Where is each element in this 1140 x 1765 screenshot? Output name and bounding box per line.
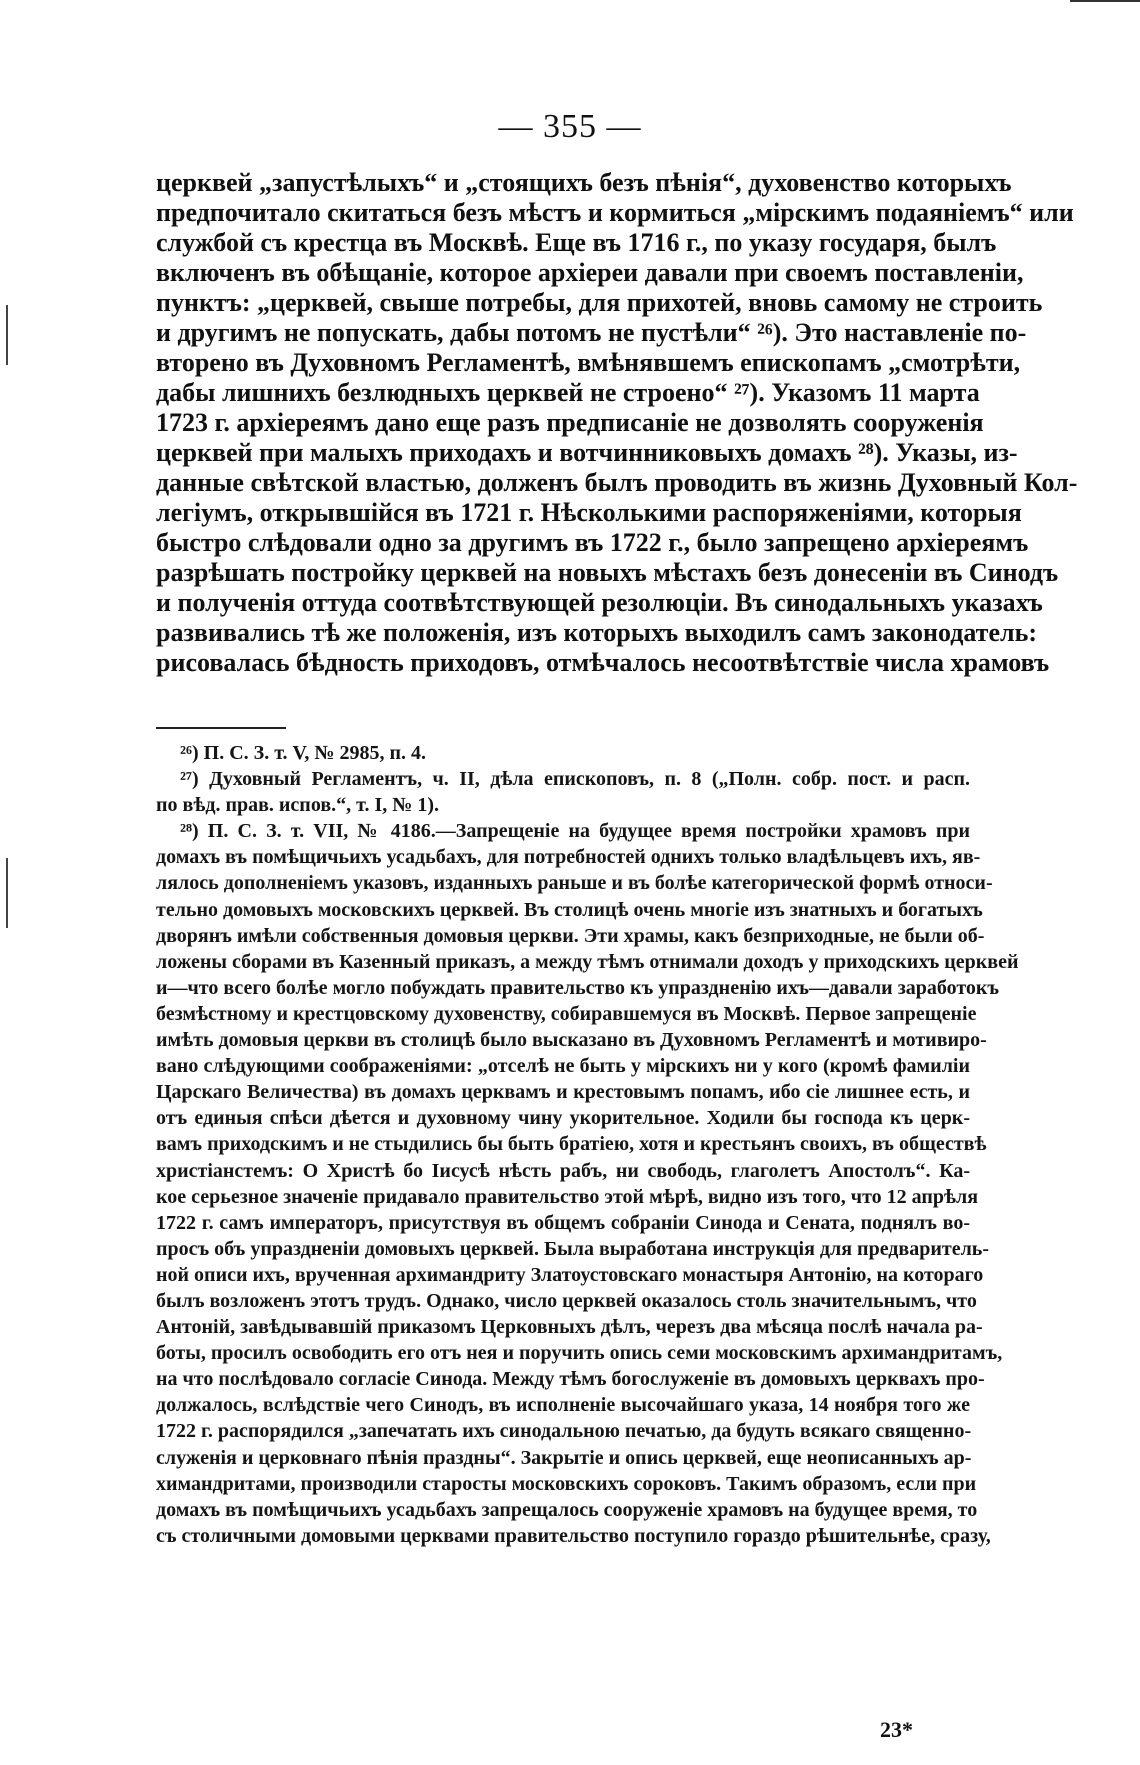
margin-mark bbox=[6, 858, 8, 928]
text-line: данные свѣтской властью, долженъ былъ проводить въ жизнь Духовный Кол- bbox=[156, 468, 1078, 497]
text-line: 1723 г. архіереямъ дано еще разъ предписаніе не дозволять сооруженія bbox=[156, 408, 984, 437]
footnote-line: 1722 г. самъ императоръ, присутствуя въ общемъ собраніи Синода и Сената, поднялъ во- bbox=[156, 1211, 970, 1234]
footnote-line: ложены сборами въ Казенный приказъ, а между тѣмъ отнимали доходъ у приходскихъ церквей bbox=[156, 950, 1019, 973]
footnote-line: служенія и церковнаго пѣнія праздны“. Закрытіе и опись церквей, еще неописанныхъ ар- bbox=[156, 1446, 972, 1469]
footnote-line: христіанстемъ: О Христѣ бо Іисусѣ нѣсть рабъ, ни свободь, глаголетъ Апостолъ“. Ка- bbox=[156, 1159, 970, 1182]
text-line: и другимъ не попускать, дабы потомъ не пустѣли“ ²⁶). Это наставленіе по- bbox=[156, 318, 1027, 347]
text-line: предпочитало скитаться безъ мѣстъ и кормиться „мірскимъ подаяніемъ“ или bbox=[156, 198, 1074, 227]
footnote-line: ной описи ихъ, врученная архимандриту Златоустовскаго монастыря Антонію, на котораго bbox=[156, 1263, 984, 1286]
footnotes bbox=[156, 740, 1019, 1549]
footnote-line: боты, просилъ освободить его отъ нея и поручить опись семи московскимъ архимандритамъ, bbox=[156, 1342, 1003, 1365]
text-line: разрѣшать постройку церквей на новыхъ мѣстахъ безъ донесеніи въ Синодъ bbox=[156, 558, 1059, 587]
footnote-line: домахъ въ помѣщичьихъ усадьбахъ, для потребностей однихъ только владѣльцевъ ихъ, яв- bbox=[156, 846, 981, 869]
footnote-line: ²⁸) П. С. З. т. VII, № 4186.—Запрещеніе на будущее время постройки храмовъ при bbox=[180, 820, 970, 843]
margin-mark bbox=[6, 305, 8, 365]
footnote-line: ²⁷) Духовный Регламентъ, ч. II, дѣла епископовъ, п. 8 („Полн. собр. пост. и расп. bbox=[180, 768, 970, 791]
footnote-line: на что послѣдовало согласіе Синода. Между тѣмъ богослуженіе въ домовыхъ церквахъ про- bbox=[156, 1368, 985, 1391]
footnote-line: и—что всего болѣе могло побуждать правительство къ упраздненію ихъ—давали заработокъ bbox=[156, 976, 1000, 999]
main-text bbox=[156, 168, 1078, 678]
footnote-line: Антоній, завѣдывавшій приказомъ Церковныхъ дѣлъ, черезъ два мѣсяца послѣ начала ра- bbox=[156, 1316, 983, 1339]
footnote-line: съ столичными домовыми церквами правительство поступило гораздо рѣшительнѣе, сразу, bbox=[156, 1524, 991, 1547]
signature-mark: 23* bbox=[880, 1717, 913, 1742]
text-line: церквей „запустѣлыхъ“ и „стоящихъ безъ пѣнія“, духовенство которыхъ bbox=[156, 168, 1012, 197]
footnote-line: должалось, вслѣдствіе чего Синодъ, въ исполненіе высочайшаго указа, 14 ноября того же bbox=[156, 1394, 970, 1417]
text-line: церквей при малыхъ приходахъ и вотчинниковыхъ домахъ ²⁸). Указы, из- bbox=[156, 438, 1018, 467]
text-line: быстро слѣдовали одно за другимъ въ 1722 г., было запрещено архіереямъ bbox=[156, 528, 1029, 557]
text-line: службой съ крестца въ Москвѣ. Еще въ 1716 г., по указу государя, былъ bbox=[156, 228, 997, 257]
footnote-line: былъ возложенъ этотъ трудъ. Однако, число церквей оказалось столь значительнымъ, что bbox=[156, 1289, 977, 1312]
footnote-line: по вѣд. прав. испов.“, т. I, № 1). bbox=[156, 794, 439, 817]
text-line: легіумъ, открывшійся въ 1721 г. Нѣсколькими распоряженіями, которыя bbox=[156, 498, 1022, 527]
page-number: — 355 — bbox=[498, 108, 642, 145]
footnote-line: отъ единыя спѣси дѣется и духовному чину укорительное. Ходили бы господа къ церк- bbox=[156, 1107, 970, 1130]
footnote-line: тельно домовыхъ московскихъ церквей. Въ столицѣ очень многіе изъ знатныхъ и богатыхъ bbox=[156, 898, 983, 921]
footnote-line: дворянъ имѣли собственныя домовыя церкви. Эти храмы, какъ безприходные, не были об- bbox=[156, 924, 985, 947]
footnote-line: химандритами, производили старосты московскихъ сороковъ. Такимъ образомъ, если при bbox=[156, 1472, 977, 1495]
footnote-line: ²⁶) П. С. З. т. V, № 2985, п. 4. bbox=[180, 742, 427, 764]
text-line: рисовалась бѣдность приходовъ, отмѣчалось несоотвѣтствіе числа храмовъ bbox=[156, 648, 1050, 677]
footnote-line: безмѣстному и крестцовскому духовенству, собиравшемуся въ Москвѣ. Первое запрещеніе bbox=[156, 1002, 977, 1025]
footnote-line: лялось дополненіемъ указовъ, изданныхъ раньше и въ болѣе категорической формѣ относи- bbox=[156, 872, 993, 895]
footnote-line: 1722 г. распорядился „запечатать ихъ синодальною печатью, да будуть всякаго священно- bbox=[156, 1420, 972, 1443]
footnote-line: кое серьезное значеніе придавало правительство этой мѣрѣ, видно изъ того, что 12 апрѣля bbox=[156, 1185, 979, 1208]
text-line: дабы лишнихъ безлюдныхъ церквей не строено“ ²⁷). Указомъ 11 марта bbox=[156, 378, 980, 407]
text-line: включенъ въ обѣщаніе, которое архіереи давали при своемъ поставленіи, bbox=[156, 258, 1024, 287]
footnote-line: вано слѣдующими соображеніями: „отселѣ не быть у мірскихъ ни у кого (кромѣ фамиліи bbox=[156, 1055, 970, 1078]
footnote-line: имѣть домовыя церкви въ столицѣ было высказано въ Духовномъ Регламентѣ и мотивиро- bbox=[156, 1029, 987, 1052]
text-line: пунктъ: „церквей, свыше потребы, для прихотей, вновь самому не строить bbox=[156, 288, 1043, 317]
text-line: вторено въ Духовномъ Регламентѣ, вмѣнявшемъ епископамъ „смотрѣти, bbox=[156, 348, 1021, 377]
footnote-line: домахъ въ помѣщичьихъ усадьбахъ запрещалось сооруженіе храмовъ на будущее время, то bbox=[156, 1498, 978, 1521]
text-line: и полученія оттуда соотвѣтствующей резолюціи. Въ синодальныхъ указахъ bbox=[156, 588, 1043, 617]
footnote-rule bbox=[156, 727, 286, 729]
scan-edge-mark bbox=[1070, 0, 1140, 8]
text-line: развивались тѣ же положенія, изъ которыхъ выходилъ самъ законодатель: bbox=[156, 618, 1037, 647]
footnote-line: просъ объ упраздненіи домовыхъ церквей. Была выработана инструкція для предваритель- bbox=[156, 1237, 990, 1260]
footnote-line: вамъ приходскимъ и не стыдились бы быть братіею, хотя и крестьянъ своихъ, въ обществѣ bbox=[156, 1133, 987, 1156]
footnote-line: Царскаго Величества) въ домахъ церквамъ и крестовымъ попамъ, ибо сіе лишнее есть, и bbox=[156, 1081, 970, 1104]
